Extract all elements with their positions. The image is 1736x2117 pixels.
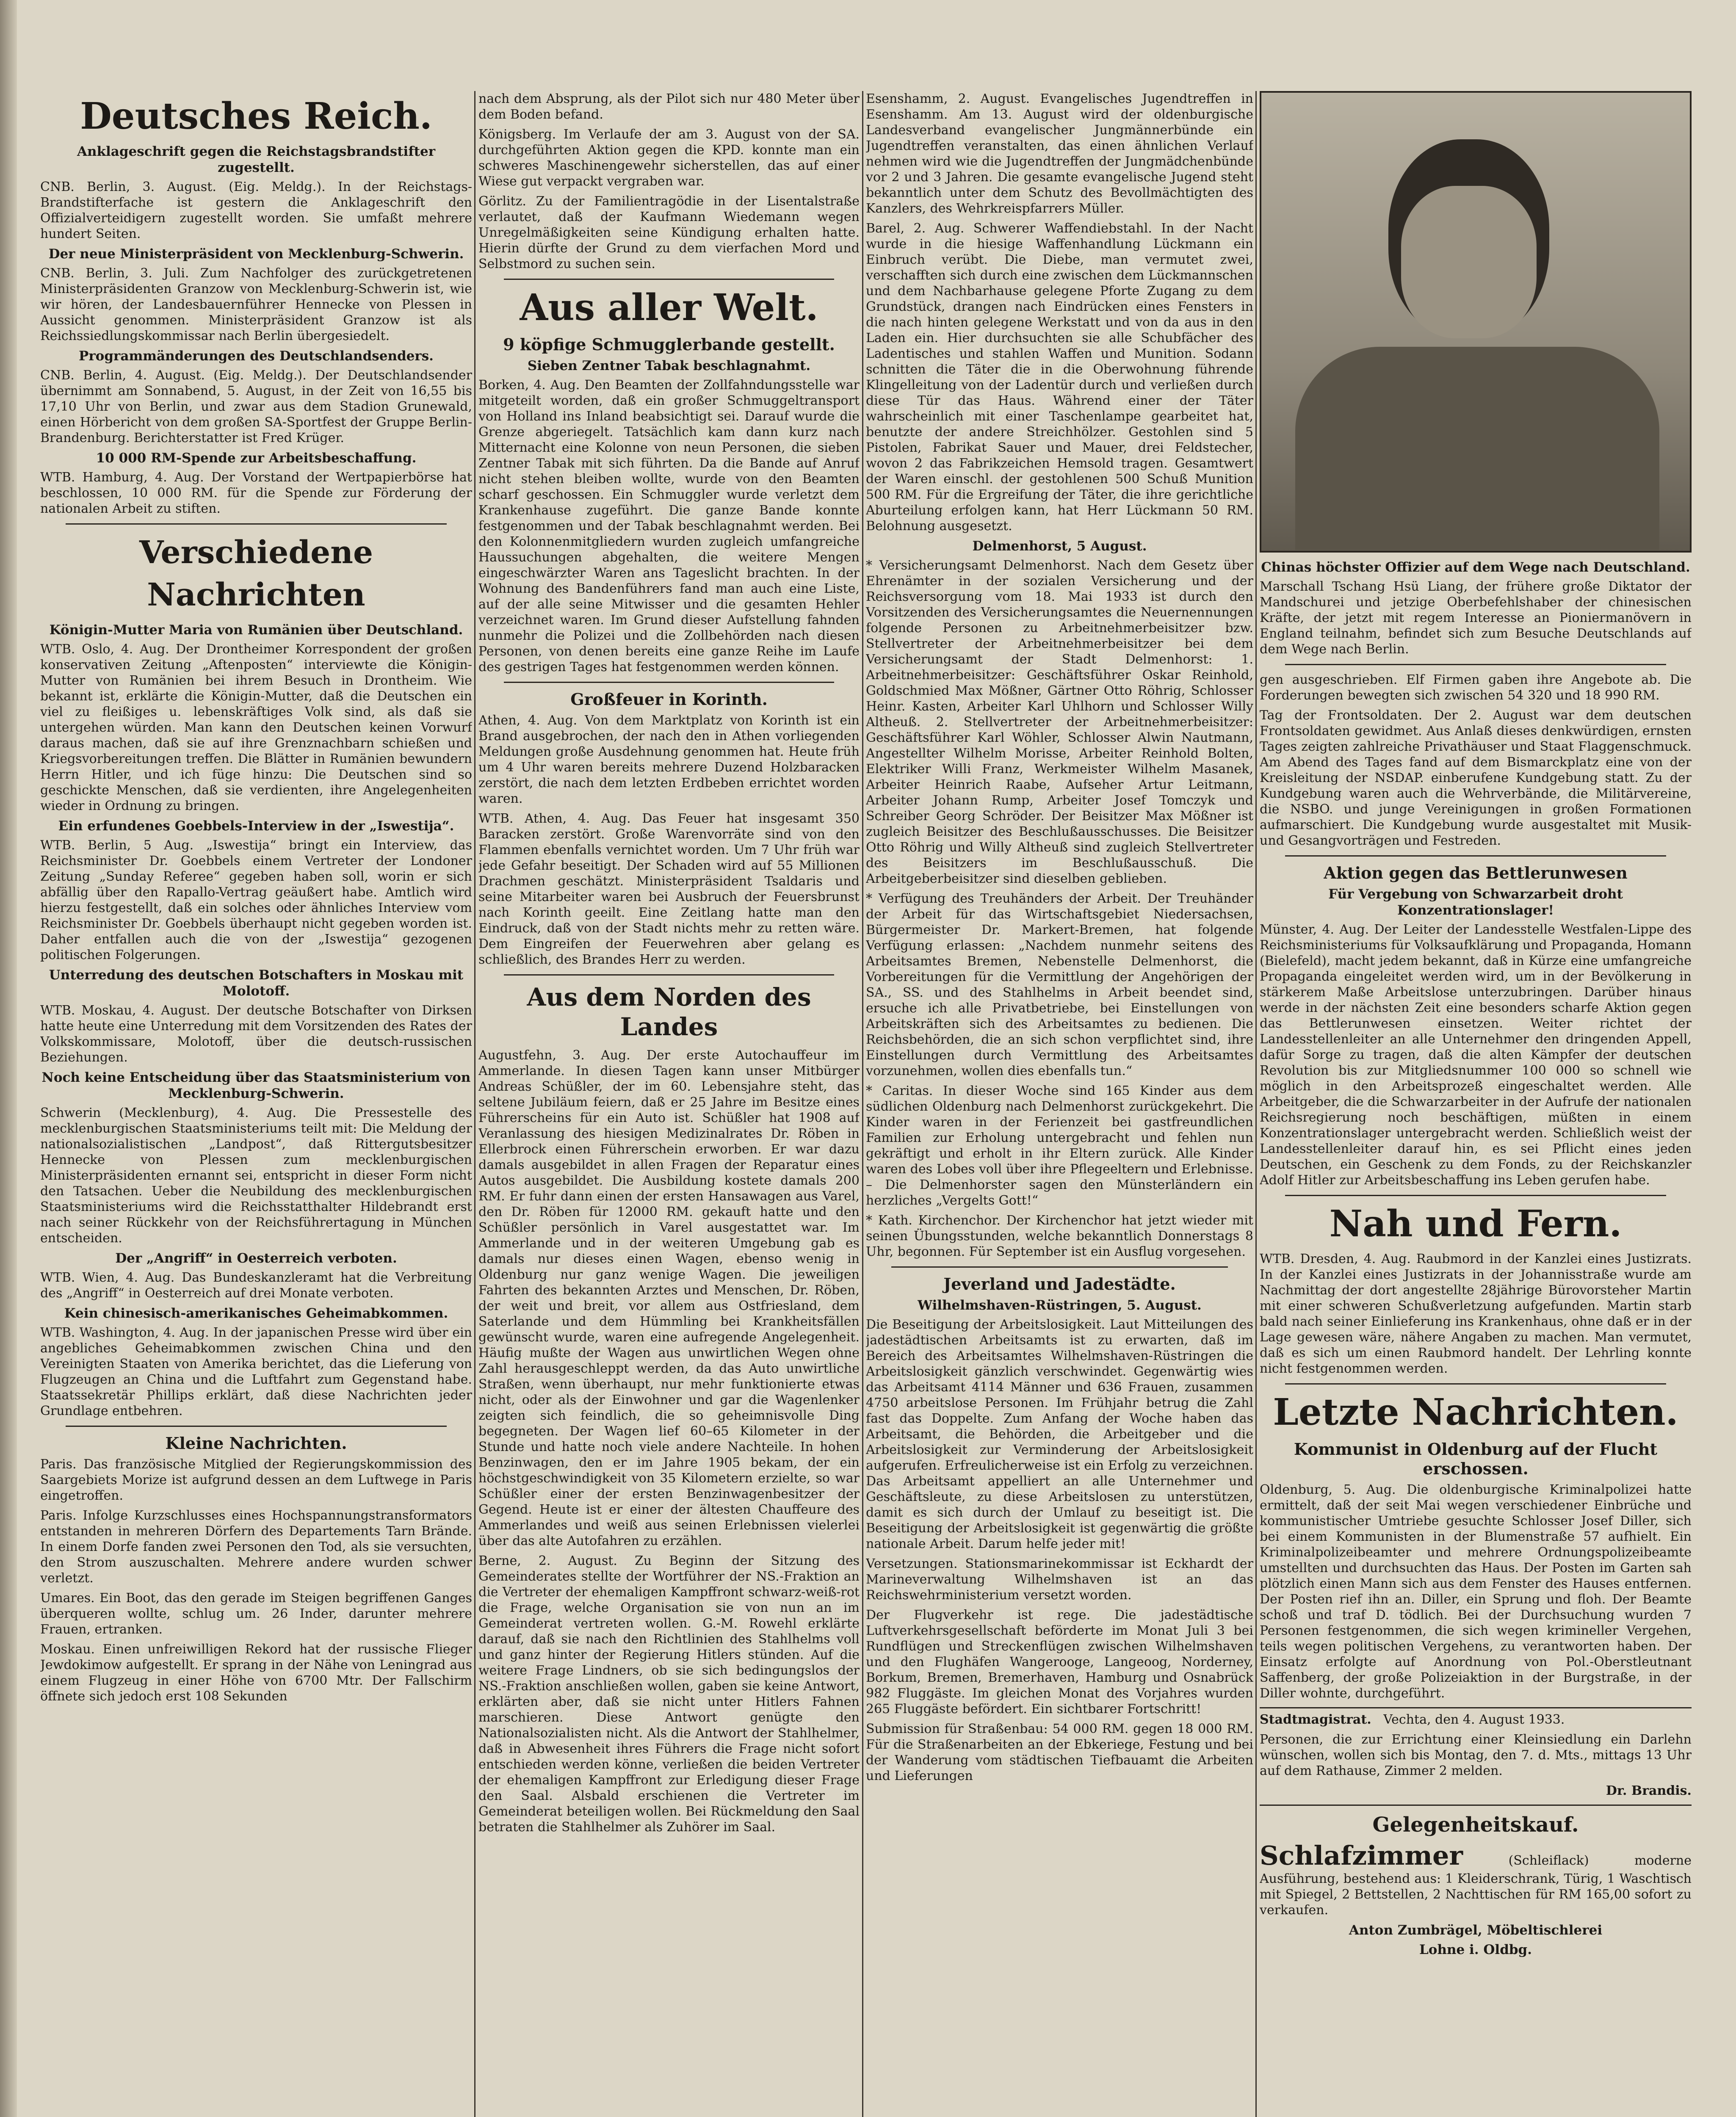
article-text: WTB. Dresden, 4. Aug. Raubmord in der Kanzlei eines Justizrats. In der Kanzlei eines Justizrats in der Johannisstraße wurde am Nachmittag der dort angestellte 28jährige Bürovorsteher Martin mit einer schweren Schußverletzung aufgefunden. Martin starb bald nach seiner Einlieferung ins Krankenhaus, ohne daß er in der Lage gewesen wäre, nähere Angaben zu machen. Man vermutet, daß es sich um einen Raubmord handelt. Der Lehrling konnte nicht festgenommen werden. [1260, 1252, 1692, 1376]
article-heading: 9 köpfige Schmugglerbande gestellt. [503, 335, 835, 354]
advertisement-stadtmagistrat [1260, 1707, 1692, 1799]
article-heading: Der neue Ministerpräsident von Mecklenburg-Schwerin. [48, 246, 464, 262]
ad-head-label: Stadtmagistrat. [1260, 1712, 1371, 1727]
ad-date: Vechta, den 4. August 1933. [1383, 1712, 1565, 1727]
section-title-nah-und-fern: Nah und Fern. [1329, 1202, 1622, 1245]
article-text: Der Flugverkehr ist rege. Die jadestädtische Luftverkehrsgesellschaft beförderte im Monat Juli 3 bei Rundflügen und Streckenflügen zwischen Wilhelmshaven und den Flughäfen Wangerooge, Langeoog, Norderney, Borkum, Bremen, Bremerhaven, Hamburg und Osnabrück 982 Fluggäste. Im gleichen Monat des Vorjahres wurden 265 Fluggäste befördert. Ein sichtbarer Fortschritt! [866, 1608, 1253, 1716]
article-text: WTB. Wien, 4. Aug. Das Bundeskanzleramt hat die Verbreitung des „Angriff“ in Oesterreich auf drei Monate verboten. [40, 1270, 472, 1301]
article-text: Paris. Infolge Kurzschlusses eines Hochspannungstransformators entstanden in mehreren Dörfern des Departements Tarn Brände. In einem Dorfe fanden zwei Personen den Tod, als sie versuchten, den Strom auszuschalten. Mehrere andere wurden schwer verletzt. [40, 1508, 472, 1586]
ad-body [1260, 1841, 1692, 1918]
dateline: Delmenhorst, 5 August. [972, 539, 1147, 554]
section-divider [1285, 664, 1666, 665]
ad-firm: Anton Zumbrägel, Möbeltischlerei [1349, 1923, 1603, 1938]
section-divider [1285, 1195, 1666, 1196]
article-heading: Großfeuer in Korinth. [570, 690, 768, 709]
page-binding-edge [0, 0, 17, 2117]
column-4 [1260, 91, 1692, 2117]
section-title-aus-aller-welt: Aus aller Welt. [520, 286, 818, 329]
advertisement-gelegenheitskauf [1260, 1805, 1692, 1958]
article-text: Königsberg. Im Verlaufe der am 3. August von der SA. durchgeführten Aktion gegen die KPD. konnte man ein schweres Maschinengewehr sicherstellen, das auf einer Wiese gut verpackt vergraben war. [478, 127, 860, 189]
article-text: Athen, 4. Aug. Von dem Marktplatz von Korinth ist ein Brand ausgebrochen, der nach den in Athen vorliegenden Meldungen große Ausdehnung genommen hat. Heute früh um 4 Uhr waren bereits mehrere Duzend Holzbaracken zerstört, die nach dem letzten Erdbeben errichtet worden waren. [478, 713, 860, 806]
section-divider [891, 1266, 1228, 1268]
section-divider [66, 523, 447, 525]
article-text: Umares. Ein Boot, das den gerade im Steigen begriffenen Ganges überqueren wollte, schlug um. 26 Inder, darunter mehrere Frauen, ertranken. [40, 1591, 472, 1637]
ad-place: Lohne i. Oldbg. [1419, 1942, 1532, 1957]
article-heading: Königin-Mutter Maria von Rumänien über Deutschland. [49, 622, 463, 638]
article-text: WTB. Moskau, 4. August. Der deutsche Botschafter von Dirksen hatte heute eine Unterredung mit dem Vorsitzenden des Rates der Volkskommissare, Molotoff, über die deutsch-russischen Beziehungen. [40, 1003, 472, 1065]
article-text: gen ausgeschrieben. Elf Firmen gaben ihre Angebote ab. Die Forderungen bewegten sich zwischen 54 320 und 18 990 RM. [1260, 672, 1692, 703]
article-text: * Kath. Kirchenchor. Der Kirchenchor hat jetzt wieder mit seinen Übungsstunden, welche bekanntlich Donnerstags 8 Uhr, begonnen. Für September ist ein Ausflug vorgesehen. [866, 1213, 1253, 1259]
article-text: Borken, 4. Aug. Den Beamten der Zollfahndungsstelle war mitgeteilt worden, daß ein großer Schmuggeltransport von Holland ins Inland beabsichtigt sei. Darauf wurde die Grenze abgeriegelt. Tatsächlich kam dann kurz nach Mitternacht eine Kolonne von neun Personen, die sieben Zentner Tabak mit sich führten. Da die Bande auf Anruf nicht stehen bleiben wollte, wurde von den Beamten scharf geschossen. Ein Schmuggler wurde verletzt dem Krankenhause zugeführt. Die ganze Bande konnte festgenommen und der Tabak beschlagnahmt werden. Bei den Kolonnenmitgliedern wurden zugleich umfangreiche Haussuchungen abgehalten, die weitere Mengen eingeschwärzter Waren ans Tageslicht brachten. In der Wohnung des Bandenführers fand man auch eine Liste, auf der alle seine Mitwisser und die gesamten Hehler verzeichnet waren. Im Grund dieser Aufstellung fahnden nunmehr die Polizei und die Zollbehörden nach diesen Personen, von denen bereits eine ganze Reihe im Laufe des gestrigen Tages hat festgenommen werden können. [478, 378, 860, 674]
article-text: WTB. Hamburg, 4. Aug. Der Vorstand der Wertpapierbörse hat beschlossen, 10 000 RM. für die Spende zur Förderung der nationalen Arbeit zu stiften. [40, 470, 472, 516]
column-rule [474, 91, 475, 2117]
article-text: Münster, 4. Aug. Der Leiter der Landesstelle Westfalen-Lippe des Reichsministeriums für Volksaufklärung und Propaganda, Homann (Bielefeld), macht jedem bekannt, daß in Kürze eine umfangreiche Propaganda eingeleitet werden wird, um in der Bevölkerung in stärkerem Maße Arbeitslose unterzubringen. Darüber hinaus werde in der nächsten Zeit eine besonders scharfe Aktion gegen das Bettlerunwesen einsetzen. Weiter richtet der Landesstellenleiter an alle Unternehmer den dringenden Appell, dafür Sorge zu tragen, daß die alten Kämpfer der deutschen Revolution bis zur Mitgliedsnummer 100 000 so schnell wie möglich in den Arbeitsprozeß eingeschaltet werden. Alle Arbeitgeber, die die Schwarzarbeiter in der Aufrufe der nationalen Reichsregierung noch beschäftigen, müßten in einem Konzentrationslager untergebracht werden. Schließlich weist der Landesstellenleiter darauf hin, es sei Pflicht eines jeden Deutschen, ein Geschenk zu dem Fonds, zu der Reichskanzler Adolf Hitler zur Arbeitsbeschaffung ins Leben gerufen habe. [1260, 922, 1692, 1188]
photo-caption-text: Marschall Tschang Hsü Liang, der frühere große Diktator der Mandschurei und jetzige Oberbefehlshaber der chinesischen Kräfte, der jetzt mit regem Interesse an Pioniermanövern in England teilnahm, befindet sich zum Besuche Deutschlands auf dem Wege nach Berlin. [1260, 579, 1692, 657]
section-title-norden: Aus dem Norden des Landes [527, 983, 811, 1041]
article-text: Paris. Das französische Mitglied der Regierungskommission des Saargebiets Morize ist aufgrund dessen an dem Luftwege in Paris eingetroffen. [40, 1457, 472, 1503]
article-text: Submission für Straßenbau: 54 000 RM. gegen 18 000 RM. Für die Straßenarbeiten an der Ebkeriege, Festung und bei der Wanderung vom städtischen Tiefbauamt die Arbeiten und Lieferungen [866, 1722, 1253, 1783]
section-title-deutsches-reich: Deutsches Reich. [80, 95, 432, 138]
column-1 [40, 91, 472, 2117]
column-rule [862, 91, 863, 2117]
article-text: WTB. Oslo, 4. Aug. Der Drontheimer Korrespondent der großen konservativen Zeitung „Aftenposten“ interviewte die Königin-Mutter von Rumänien bei ihrem Besuch in Drontheim. Wie bekannt ist, erklärte die Königin-Mutter, daß die Deutschen ein viel zu fleißiges u. lebenskräftiges Volk sind, als daß sie untergehen würden. Man kann den Deutschen keinen Vorwurf daraus machen, daß sie auf ihre Grenznachbarn schießen und Kriegsvorbereitungen treffen. Die Blätter in Rumänien bewundern Herrn Hitler, und ich füge hinzu: Die Deutschen sind so geschickte Menschen, daß sie verdienten, ihre Angelegenheiten wieder in Ordnung zu bringen. [40, 642, 472, 813]
article-heading: Der „Angriff“ in Oesterreich verboten. [115, 1251, 397, 1266]
article-text: Augustfehn, 3. Aug. Der erste Autochauffeur im Ammerlande. In diesen Tagen kann unser Mitbürger Andreas Schüßler, der im 60. Lebensjahre steht, das seltene Jubiläum feiern, daß er 25 Jahre im Besitze eines Führerscheins für ein Auto ist. Schüßler hat 1908 auf Veranlassung des hiesigen Medizinalrates Dr. Röben in Ellerbrock einen Führerschein erworben. Er war dazu damals ausgebildet in allen Fragen der Reparatur eines Autos ausgebildet. Die Ausbildung kostete damals 200 RM. Er fuhr dann einen der ersten Hansawagen aus Varel, den Dr. Röben für 12000 RM. gekauft hatte und den Schüßler persönlich in Varel ausgestattet war. Im Ammerlande und in der weiteren Umgebung gab es damals nur dieses einen Wagen, ebenso wenig in Oldenburg nur ganz wenige Wagen. Die jeweiligen Fahrten des bekannten Arztes und Menschen, Dr. Röben, der weit und breit, vor allem aus Ostfriesland, dem Saterlande und dem Hümmling bei Krankheitsfällen gewünscht wurde, waren eine aufregende Angelegenheit. Häufig mußte der Wagen aus unwirtlichen Wegen ohne Zahl herausgeschleppt werden, da das Auto unwirtliche Straßen, wenn überhaupt, nur mehr funktionierte etwas nicht, oder als der Einwohner und gar die Wagenlenker zeigten sich feindlich, die so geheimnisvolle Ding begegneten. Der Wagen lief 60–65 Kilometer in der Stunde und hatte noch viele andere Nachteile. In hohen Benzinwagen, den er im Jahre 1905 bekam, der ein höchstgeschwindigkeit von 35 Kilometern erzielte, so war Schüßler einer der ersten Benzinwagenbesitzer der Gegend. Heute ist er einer der ältesten Chauffeure des Ammerlandes und weiß aus seinen Erlebnissen vielerlei über das alte Autofahren zu erzählen. [478, 1048, 860, 1548]
photo-caption [1260, 559, 1692, 657]
article-text: CNB. Berlin, 4. August. (Eig. Meldg.). Der Deutschlandsender übernimmt am Sonnabend, 5. August, in der Zeit von 16,55 bis 17,10 Uhr von Berlin, und zwar aus dem Stadion Grunewald, einen Hörbericht von dem großen SA-Sportfest der Gruppe Berlin-Brandenburg. Berichterstatter ist Fred Krüger. [40, 368, 472, 445]
ad-product: Schlafzimmer [1260, 1840, 1463, 1871]
article-text: Schwerin (Mecklenburg), 4. Aug. Die Pressestelle des mecklenburgischen Staatsministeriums teilt mit: Die Meldung der nationalsozialistischen „Landpost“, daß Rittergutsbesitzer Hennecke von Plessen zum mecklenburgischen Ministerpräsidenten ernannt sei, entspricht in dieser Form nicht den Tatsachen. Ueber die Neubildung des mecklenburgischen Staatsministeriums wird die Reichsstatthalter Hildebrandt erst nach seiner Rückkehr von der Reichsführertagung in München entscheiden. [40, 1105, 472, 1246]
article-text: Barel, 2. Aug. Schwerer Waffendiebstahl. In der Nacht wurde in die hiesige Waffenhandlung Lückmann ein Einbruch verübt. Die Diebe, man vermutet zwei, verschafften sich durch eine zwischen dem Lückmannschen und dem Nachbarhause gelegene Pforte Zugang zu dem Grundstück, drangen nach Eindrücken eines Fensters in die nach hinten gelegene Werkstatt und von da aus in den Laden ein. Hier durchsuchten sie alle Schubfächer des Ladentisches und stahlen Waffen und Munition. Sodann schnitten die Täter die in die Oberwohnung führende Klingelleitung von der Ladentür durch und verließen durch diese Tür das Haus. Während einer der Täter wahrscheinlich mit einer Taschenlampe gearbeitet hat, benutzte der andere Streichhölzer. Gestohlen sind 5 Pistolen, Fabrikat Sauer und Mauer, drei Feldstecher, wovon 2 das Fabrikzeichen Hemsold tragen. Gesamtwert der Waren einschl. der gestohlenen 500 Schuß Munition 500 RM. Für die Ergreifung der Täter, die ihre gerichtliche Aburteilung erfolgen kann, hat Herr Lückmann 50 RM. Belohnung ausgesetzt. [866, 221, 1253, 533]
section-title-kleine-nachrichten: Kleine Nachrichten. [165, 1434, 347, 1453]
article-text: Moskau. Einen unfreiwilligen Rekord hat der russische Flieger Jewdokimow aufgestellt. Er sprang in der Nähe von Leningrad aus einem Flugzeug in einer Höhe von 6700 Mtr. Der Fallschirm öffnete sich jedoch erst 108 Sekunden [40, 1642, 472, 1704]
section-title-verschiedene: Verschiedene Nachrichten [139, 534, 373, 613]
dateline: Wilhelmshaven-Rüstringen, 5. August. [918, 1298, 1202, 1313]
article-text: CNB. Berlin, 3. Juli. Zum Nachfolger des zurückgetretenen Ministerpräsidenten Granzow von Mecklenburg-Schwerin ist, wie wir hören, der Landesbauernführer Hennecke von Plessen in Aussicht genommen. Ministerpräsident Granzow ist als Reichssiedlungskommissar nach Berlin übergesiedelt. [40, 266, 472, 343]
article-text: WTB. Berlin, 5 Aug. „Iswestija“ bringt ein Interview, das Reichsminister Dr. Goebbels einem Vertreter der Londoner Zeitung „Sunday Referee“ gegeben haben soll, worin er sich abfällig über den Rapallo-Vertrag geäußert habe. Amtlich wird hierzu festgestellt, daß ein solches oder ähnliches Interview vom Reichsminister Dr. Goebbels überhaupt nicht gegeben worden ist. Daher entfallen auch die von der „Iswestija“ gezogenen politischen Folgerungen. [40, 838, 472, 962]
section-divider [1285, 855, 1666, 857]
ad-heading [1260, 1712, 1692, 1727]
section-title-letzte-nachrichten: Letzte Nachrichten. [1273, 1391, 1678, 1434]
article-text: WTB. Athen, 4. Aug. Das Feuer hat insgesamt 350 Baracken zerstört. Große Warenvorräte sind von den Flammen ebenfalls vernichtet worden. Um 7 Uhr früh war jede Gefahr beseitigt. Der Schaden wird auf 55 Millionen Drachmen geschätzt. Ministerpräsident Tsaldaris und seine Mitarbeiter waren bei Ausbruch der Feuersbrunst nach Korinth geeilt. Eine Zeitlang hatte man den Eindruck, daß von der Stadt nichts mehr zu retten wäre. Dem Eingreifen der Feuerwehren aber gelang es schließlich, des Brandes Herr zu werden. [478, 811, 860, 967]
article-heading: Noch keine Entscheidung über das Staatsministerium von Mecklenburg-Schwerin. [41, 1070, 471, 1101]
article-text: Berne, 2. August. Zu Beginn der Sitzung des Gemeinderates stellte der Wortführer der NS.-Fraktion an die Vertreter der ehemaligen Kampffront schwarz-weiß-rot die Frage, welche Organisation sie von nun an im Gemeinderat vertreten wollen. G.-M. Rowehl erklärte darauf, daß sie nach den Richtlinien des Stahlhelms voll und ganz hinter der Regierung Hitlers stünden. Auf die weitere Frage Lindners, ob sie sich bedingungslos der NS.-Fraktion anschließen wollen, gaben sie keine Antwort, erklärten aber, daß sie nicht unter Hitlers Fahnen marschieren. Diese Antwort genügte den Nationalsozialisten nicht. Als die Antwort der Stahlhelmer, daß in Abwesenheit ihres Führers die Frage nicht sofort entschieden werden könne, verließen die beiden Vertreter der ehemaligen Kampffront zur Erledigung dieser Frage den Saal. Alsbald erschienen die Vertreter im Gemeinderat beteiligen wollen. Bei Rückmeldung den Saal betraten die Stahlhelmer als Zuhörer im Saal. [478, 1553, 860, 1835]
article-text: * Versicherungsamt Delmenhorst. Nach dem Gesetz über Ehrenämter in der sozialen Versicherung und der Reichsversorgung vom 18. Mai 1933 ist durch den Vorsitzenden des Versicherungsamtes die Neuernennungen folgende Personen zu Arbeitnehmerbeisitzer bzw. Stellvertreter der Arbeitnehmerbeisitzer bei dem Versicherungsamt der Stadt Delmenhorst: 1. Arbeitnehmerbeisitzer: Geschäftsführer Oskar Reinhold, Goldschmied Max Mößner, Gärtner Otto Röhrig, Schlosser Heinr. Kasten, Arbeiter Karl Uhlhorn und Schlosser Willy Altheuß. 2. Stellvertreter der Arbeitnehmerbeisitzer: Geschäftsführer Karl Wöhler, Schlosser Alwin Nautmann, Angestellter Wilhelm Morisse, Arbeiter Reinhold Bolten, Elektriker Willi Franz, Werkmeister Wilhelm Masanek, Arbeiter Heinrich Raabe, Aufseher Artur Leitmann, Arbeiter Johann Rump, Arbeiter Josef Tomczyk und Schreiber Georg Schröder. Der Beisitzer Max Mößner ist zugleich Beisitzer des Beschlußausschusses. Die Beisitzer Otto Röhrig und Willy Altheuß sind zugleich Stellvertreter des Beisitzers im Beschlußausschuß. Die Arbeitgeberbeisitzer sind dieselben geblieben. [866, 558, 1253, 886]
photo-caption-title: Chinas höchster Offizier auf dem Wege nach Deutschland. [1261, 560, 1690, 575]
article-heading: Kommunist in Oldenburg auf der Flucht erschossen. [1294, 1440, 1658, 1478]
section-divider [66, 1426, 447, 1427]
portrait-photo [1260, 91, 1692, 553]
article-text: Versetzungen. Stationsmarinekommissar ist Eckhardt der Marineverwaltung Wilhelmshaven ist an das Reichswehrministerium versetzt worden. [866, 1556, 1253, 1603]
photo-face-shape [1401, 186, 1537, 338]
article-heading: Kein chinesisch-amerikanisches Geheimabkommen. [64, 1306, 448, 1321]
article-text: Die Beseitigung der Arbeitslosigkeit. Laut Mitteilungen des jadestädtischen Arbeitsamts ist zu erwarten, daß im Bereich des Arbeitsamtes Wilhelmshaven-Rüstringen die Arbeitslosigkeit gänzlich verschwindet. Gegenwärtig wies das Arbeitsamt 4114 Männer und 636 Frauen, zusammen 4750 arbeitslose Personen. Im Frühjahr betrug die Zahl fast das Doppelte. Zum Anfang der Woche haben das Arbeitsamt, die Behörden, die Arbeitgeber und die Arbeitslosigkeit zur Verminderung der Arbeitslosigkeit aufgerufen. Erfreulicherweise ist ein Erfolg zu verzeichnen. Das Arbeitsamt appelliert an alle Unternehmer und Geschäftsleute, zu diese Arbeitslosen zu unterstützen, damit es sich durch der Umlauf zu beseitigt ist. Die Beseitigung der Arbeitslosigkeit ist gegenwärtig die größte nationale Arbeit. Darum helfe jeder mit! [866, 1317, 1253, 1551]
column-2 [478, 91, 860, 2117]
article-text: WTB. Washington, 4. Aug. In der japanischen Presse wird über ein angebliches Geheimabkommen zwischen China und den Vereinigten Staaten von Amerika berichtet, das die Lieferung von Flugzeugen an China und die Luftfahrt zum Gegenstand habe. Staatssekretär Phillips erklärt, daß diese Nachrichten jeder Grundlage entbehren. [40, 1325, 472, 1418]
article-heading: Ein erfundenes Goebbels-Interview in der „Iswestija“. [58, 818, 454, 834]
article-heading: Unterredung des deutschen Botschafters in Moskau mit Molotoff. [49, 967, 464, 999]
article-text: CNB. Berlin, 3. August. (Eig. Meldg.). In der Reichstags-Brandstifterfache ist gestern die Anklageschrift den Offizialverteidigern zugestellt worden. Sie umfaßt mehrere hundert Seiten. [40, 180, 472, 241]
article-heading: 10 000 RM-Spende zur Arbeitsbeschaffung. [96, 450, 417, 466]
article-subheading: Für Vergebung von Schwarzarbeit droht Konzentrationslager! [1328, 887, 1623, 918]
article-text: * Verfügung des Treuhänders der Arbeit. Der Treuhänder der Arbeit für das Wirtschaftsgebiet Niedersachsen, Bürgermeister Dr. Markert-Bremen, hat folgende Verfügung erlassen: „Nachdem nunmehr seitens des Arbeitsamtes Bremen, Nebenstelle Delmenhorst, die Vorbereitungen für die Vermittlung der Angehörigen der SA., SS. und des Stahlhelms in Arbeit beendet sind, ersuche ich alle Privatbetriebe, bei Einstellungen von Arbeitskräften sich des Arbeitsamtes zu bedienen. Die Reichsbehörden, die an sich schon verpflichtet sind, ihre Einstellungen durch Vermittlung des Arbeitsamtes vorzunehmen, wollen dies ebenfalls tun.“ [866, 891, 1253, 1078]
article-heading: Anklageschrift gegen die Reichstagsbrandstifter zugestellt. [77, 144, 436, 175]
section-divider [1285, 1383, 1666, 1385]
article-text: Oldenburg, 5. Aug. Die oldenburgische Kriminalpolizei hatte ermittelt, daß der seit Mai wegen verschiedener Einbrüche und kommunistischer Umtriebe gesuchte Schlosser Josef Diller, sich bei einem Kommunisten in der Blumenstraße 57 aufhielt. Ein Kriminalpolizeibeamter und mehrere Ordnungspolizeibeamte umstellten und durchsuchten das Haus. Der Posten im Garten sah plötzlich einen Mann sich aus dem Fenster des Hauses entfernen. Der Posten rief ihn an. Diller, ein Sprung und floh. Der Beamte schoß und traf D. tödlich. Bei der Durchsuchung wurden 7 Personen festgenommen, die sich wegen krimineller Vergehen, teils wegen politischen Vergehens, zu verantworten haben. Der Einsatz erfolgte auf Anordnung von Pol.-Oberstleutnant Saffenberg, der große Polizeiaktion in der Burgstraße, in der Diller wohnte, durchgeführt. [1260, 1482, 1692, 1701]
article-text: Görlitz. Zu der Familientragödie in der Lisentalstraße verlautet, daß der Kaufmann Wiedemann wegen Unregelmäßigkeiten seine Kündigung erhalten hatte. Hierin dürfte der Grund zu dem vierfachen Mord und Selbstmord zu suchen sein. [478, 194, 860, 271]
column-rule [1255, 91, 1257, 2117]
ad-title: Gelegenheitskauf. [1372, 1813, 1579, 1837]
ad-signature: Dr. Brandis. [1606, 1783, 1692, 1798]
ad-text: (Schleiflack) moderne Ausführung, bestehend aus: 1 Kleiderschrank, Türig, 1 Waschtisch mit Spiegel, 2 Bettstellen, 2 Nachttischen für RM 165,00 sofort zu verkaufen. [1260, 1853, 1692, 1918]
photo-uniform-shape [1295, 347, 1659, 550]
section-title-jeverland: Jeverland und Jadestädte. [943, 1274, 1176, 1293]
article-text: nach dem Absprung, als der Pilot sich nur 480 Meter über dem Boden befand. [478, 91, 860, 122]
article-heading: Aktion gegen das Bettlerunwesen [1324, 863, 1628, 882]
article-text: * Caritas. In dieser Woche sind 165 Kinder aus dem südlichen Oldenburg nach Delmenhorst zurückgekehrt. Die Kinder waren in der Ferienzeit bei gastfreundlichen Familien zur Erholung untergebracht und fehlen nun gekräftigt und erholt in ihr Eltern zurück. Alle Kinder waren des Lobes voll über ihre Pflegeeltern und Erlebnisse. – Die Delmenhorster sagen den Münsterländern ein herzliches „Vergelts Gott!“ [866, 1083, 1253, 1208]
article-heading: Programmänderungen des Deutschlandsenders. [79, 348, 434, 364]
article-text: Tag der Frontsoldaten. Der 2. August war dem deutschen Frontsoldaten gewidmet. Aus Anlaß dieses denkwürdigen, ernsten Tages zeigten zahlreiche Privathäuser und Staat Flaggenschmuck. Am Abend des Tages fand auf dem Bismarckplatz eine von der Kreisleitung der NSDAP. einberufene Kundgebung statt. Zu der Kundgebung waren auch die Wehrverbände, die Militärvereine, die NSBO. und junge Vereinigungen in großen Formationen aufmarschiert. Die Kundgebung wurde ausgestaltet mit Musik- und Gesangvorträgen und Festreden. [1260, 708, 1692, 848]
article-subheading: Sieben Zentner Tabak beschlagnahmt. [527, 358, 811, 373]
section-divider [504, 974, 834, 976]
section-divider [504, 682, 834, 683]
ad-text: Personen, die zur Errichtung einer Kleinsiedlung ein Darlehn wünschen, wollen sich bis Montag, den 7. d. Mts., mittags 13 Uhr auf dem Rathause, Zimmer 2 melden. [1260, 1732, 1692, 1778]
section-divider [504, 279, 834, 280]
article-text: Esenshamm, 2. August. Evangelisches Jugendtreffen in Esenshamm. Am 13. August wird der oldenburgische Landesverband evangelischer Jungmännerbünde ein Jugendtreffen veranstalten, das einen ähnlichen Verlauf nehmen wird wie die Jugendtreffen der Jungmädchenbünde vor 2 und 3 Jahren. Die gesamte evangelische Jugend steht bekanntlich unter dem Schutz des Bevollmächtigten des Kanzlers, des Wehrkreispfarrers Müller. [866, 91, 1253, 216]
column-3 [866, 91, 1253, 2117]
